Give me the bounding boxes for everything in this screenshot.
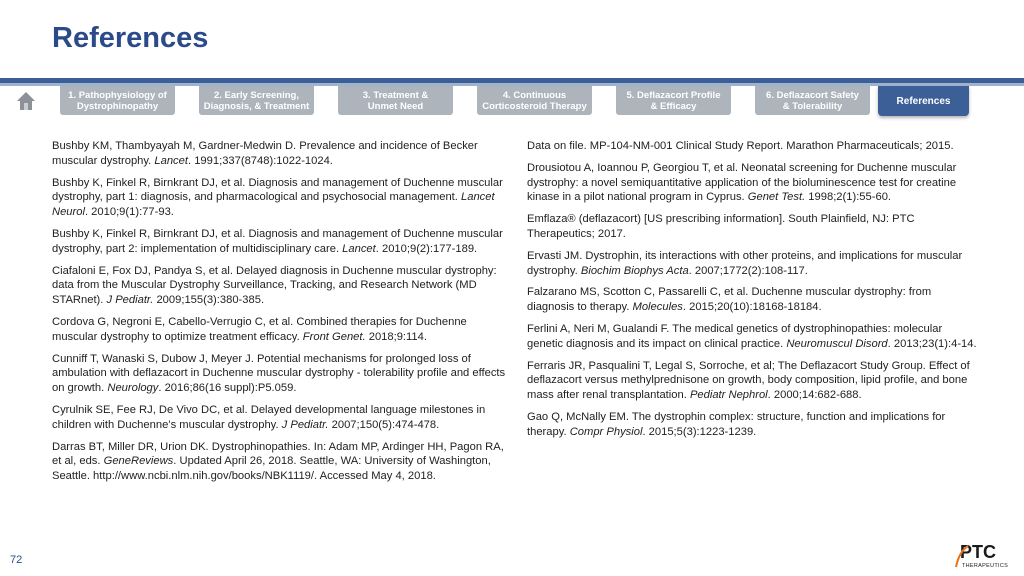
- reference-item: Data on file. MP-104-NM-001 Clinical Study Report. Marathon Pharmaceuticals; 2015.: [527, 140, 954, 152]
- tab-label: 1. Pathophysiology of: [68, 90, 167, 101]
- reference-item: Bushby K, Finkel R, Birnkrant DJ, et al. Diagnosis and management of Duchenne muscular dystrophy, part 1: diagnosis, and pharmacological and psychosocial management. Lancet Neurol. 2010;9(1):77-93.: [52, 176, 503, 219]
- ptc-logo: [954, 540, 1016, 570]
- tab-early-screening[interactable]: [199, 86, 314, 115]
- reference-item: Cordova G, Negroni E, Cabello-Verrugio C, et al. Combined therapies for Duchenne muscular dystrophy to optimize treatment efficacy. Front Genet. 2018;9:114.: [52, 315, 467, 343]
- page-title: References: [52, 22, 209, 54]
- tab-label: 3. Treatment &: [362, 90, 429, 101]
- reference-item: Drousiotou A, Ioannou P, Georgiou T, et al. Neonatal screening for Duchenne muscular dystrophy: a novel semiquantitative application of the bioluminescence test for creatine kinase in a pilot national program in Cyprus. Genet Test. 1998;2(1):55-60.: [527, 161, 957, 204]
- reference-item: Bushby KM, Thambyayah M, Gardner-Medwin D. Prevalence and incidence of Becker muscular dystrophy. Lancet. 1991;337(8748):1022-1024.: [52, 140, 478, 167]
- reference-item: Gao Q, McNally EM. The dystrophin complex: structure, function and implications for therapy. Compr Physiol. 2015;5(3):1223-1239.: [527, 410, 946, 438]
- reference-item: Bushby K, Finkel R, Birnkrant DJ, et al. Diagnosis and management of Duchenne muscular dystrophy, part 2: implementation of multidisciplinary care. Lancet. 2010;9(2):177-189.: [52, 227, 503, 255]
- reference-item: Ferraris JR, Pasqualini T, Legal S, Sorroche, et al; The Deflazacort Study Group. Effect of deflazacort versus methylprednisone on growth, body composition, lipid profile, and bone mass after renal transplantation. Pediatr Nephrol. 2000;14:682-688.: [527, 359, 970, 402]
- reference-item: Ferlini A, Neri M, Gualandi F. The medical genetics of dystrophinopathies: molecular genetic diagnosis and its impact on clinical practice. Neuromuscul Disord. 2013;23(1):4-14.: [527, 322, 977, 350]
- tab-label: 4. Continuous: [502, 90, 567, 101]
- home-icon: [16, 91, 36, 111]
- reference-item: Ciafaloni E, Fox DJ, Pandya S, et al. Delayed diagnosis in Duchenne muscular dystrophy: data from the Muscular Dystrophy Surveillance, Tracking, and Research Network (MD STARnet). J Pediatr. 2009;155(3):380-385.: [52, 264, 497, 307]
- tab-pathophysiology[interactable]: [60, 86, 175, 115]
- tab-deflazacort-safety[interactable]: [755, 86, 870, 115]
- tab-treatment[interactable]: [338, 86, 453, 115]
- tab-label: Unmet Need: [367, 101, 424, 112]
- tab-label: 6. Deflazacort Safety: [766, 90, 859, 101]
- reference-item: Emflaza® (deflazacort) [US prescribing information]. South Plainfield, NJ: PTC Therapeutics; 2017.: [527, 213, 915, 240]
- reference-item: Falzarano MS, Scotton C, Passarelli C, et al. Duchenne muscular dystrophy: from diagnosis to therapy. Molecules. 2015;20(10):18168-18184.: [527, 286, 932, 314]
- tab-label: 5. Deflazacort Profile: [626, 90, 721, 101]
- tab-label: 2. Early Screening,: [213, 90, 299, 101]
- logo-subtitle: THERAPEUTICS: [962, 563, 1009, 569]
- tab-label: References: [896, 96, 951, 107]
- tab-deflazacort-profile[interactable]: [616, 86, 731, 115]
- page-number: 72: [10, 554, 23, 566]
- references-right-column: [527, 139, 979, 447]
- reference-item: Ervasti JM. Dystrophin, its interactions with other proteins, and implications for muscular dystrophy. Biochim Biophys Acta. 2007;1772(2):108-117.: [527, 249, 963, 277]
- tab-references[interactable]: [878, 86, 969, 116]
- logo-wordmark: PTC: [960, 542, 996, 562]
- tab-label: Diagnosis, & Treatment: [203, 101, 310, 112]
- tab-label: & Efficacy: [650, 101, 697, 112]
- tab-label: Corticosteroid Therapy: [482, 101, 587, 112]
- tab-label: Dystrophinopathy: [76, 101, 159, 112]
- home-button[interactable]: [16, 91, 36, 111]
- reference-item: Cyrulnik SE, Fee RJ, De Vivo DC, et al. Delayed developmental language milestones in children with Duchenne’s muscular dystrophy. J Pediatr. 2007;150(5):474-478.: [52, 403, 486, 431]
- reference-item: Cunniff T, Wanaski S, Dubow J, Meyer J. Potential mechanisms for prolonged loss of ambulation with deflazacort in Duchenne muscular dystrophy - tolerability profile and effects on growth. Neurology. 2016;86(16 suppl):P5.059.: [52, 352, 506, 395]
- tab-continuous-corticosteroid[interactable]: [477, 86, 592, 115]
- references-left-column: [52, 139, 510, 491]
- reference-item: Darras BT, Miller DR, Urion DK. Dystrophinopathies. In: Adam MP, Ardinger HH, Pagon RA, et al, eds. GeneReviews. Updated April 26, 2018. Seattle, WA: University of Washington, Seattle. http://www.ncbi.nlm.nih.gov/books/NBK1119/. Accessed May 4, 2018.: [52, 440, 504, 483]
- tab-label: & Tolerability: [782, 101, 843, 112]
